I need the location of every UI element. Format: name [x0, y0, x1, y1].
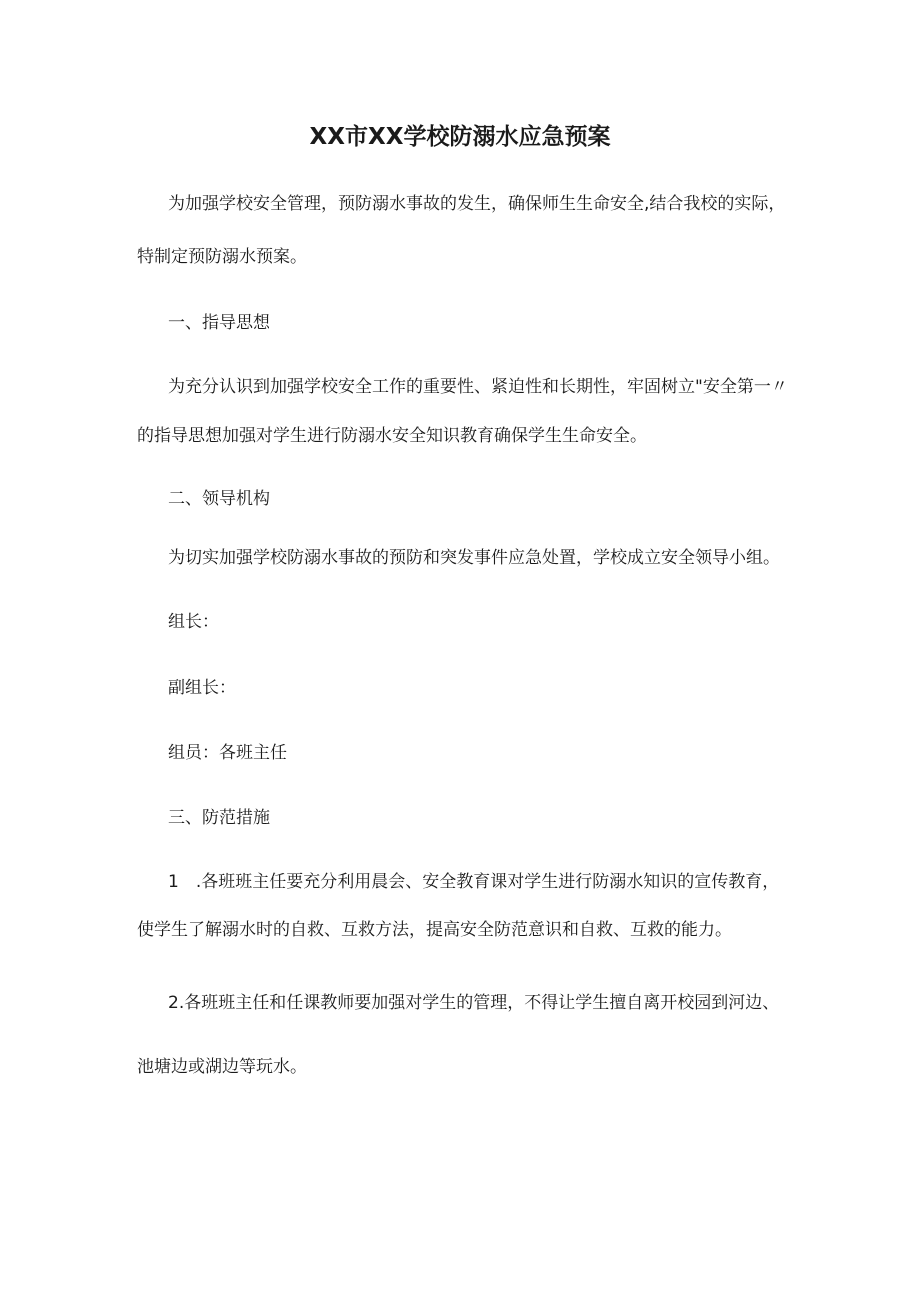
intro-line-2: 特制定预防溺水预案。	[137, 247, 307, 267]
leader-label: 组长：	[168, 612, 219, 632]
item-2-line-2: 池塘边或湖边等玩水。	[137, 1057, 307, 1077]
item-1-line-2: 使学生了解溺水时的自救、互救方法，提高安全防范意识和自救、互救的能力。	[137, 920, 732, 940]
intro-line-1: 为加强学校安全管理，预防溺水事故的发生，确保师生生命安全,结合我校的实际，	[168, 194, 786, 214]
document-title: XX市XX学校防溺水应急预案	[309, 124, 611, 150]
section-1-heading: 一、指导思想	[168, 313, 270, 333]
item-1-line-1: 1 .各班班主任要充分利用晨会、安全教育课对学生进行防溺水知识的宣传教育，	[168, 872, 780, 892]
section-2-heading: 二、领导机构	[168, 489, 270, 509]
item-2-line-1: 2.各班班主任和任课教师要加强对学生的管理，不得让学生擅自离开校园到河边、	[168, 993, 780, 1013]
deputy-leader-label: 副组长：	[168, 678, 236, 698]
section-3-heading: 三、防范措施	[168, 808, 270, 828]
section-1-line-2: 的指导思想加强对学生进行防溺水安全知识教育确保学生生命安全。	[137, 426, 647, 446]
members-label: 组员：各班主任	[168, 743, 287, 763]
section-2-line-1: 为切实加强学校防溺水事故的预防和突发事件应急处置，学校成立安全领导小组。	[168, 548, 780, 568]
section-1-line-1: 为充分认识到加强学校安全工作的重要性、紧迫性和长期性，牢固树立"安全第一〃	[168, 377, 788, 397]
